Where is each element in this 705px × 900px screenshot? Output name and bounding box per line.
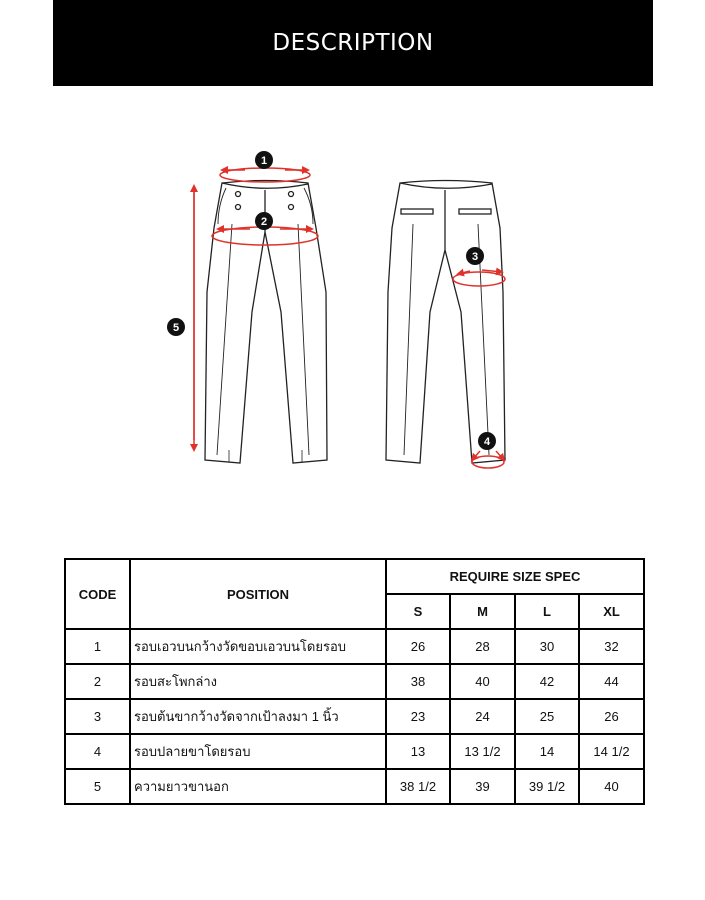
marker-3 [466, 247, 484, 265]
row-code: 3 [65, 699, 130, 734]
row-value-m: 24 [450, 699, 515, 734]
row-code: 5 [65, 769, 130, 804]
svg-text:3: 3 [471, 251, 479, 263]
row-code: 4 [65, 734, 130, 769]
row-value-s: 26 [386, 629, 450, 664]
marker-4 [478, 432, 496, 450]
row-value-l: 42 [515, 664, 579, 699]
size-spec-table [64, 558, 645, 805]
back-left-crease [404, 224, 413, 455]
row-code: 1 [65, 629, 130, 664]
front-left-pocket [218, 188, 226, 224]
front-waistband [222, 183, 308, 188]
back-pants-drawing [386, 181, 505, 464]
size-header-s: S [386, 594, 450, 629]
back-waistband [400, 183, 492, 188]
back-right-welt-pocket [459, 209, 491, 214]
position-header: POSITION [130, 559, 386, 629]
row-value-l: 39 1/2 [515, 769, 579, 804]
row-value-m: 28 [450, 629, 515, 664]
row-value-l: 14 [515, 734, 579, 769]
code-header: CODE [65, 559, 130, 629]
row-position: ความยาวขานอก [130, 769, 386, 804]
row-value-s: 38 1/2 [386, 769, 450, 804]
row-value-s: 23 [386, 699, 450, 734]
front-button-icon [289, 192, 294, 197]
table-row [65, 734, 644, 769]
row-code: 2 [65, 664, 130, 699]
row-value-s: 13 [386, 734, 450, 769]
row-value-m: 39 [450, 769, 515, 804]
svg-text:1: 1 [260, 155, 268, 167]
row-value-m: 13 1/2 [450, 734, 515, 769]
row-value-xl: 32 [579, 629, 644, 664]
front-left-crease [217, 224, 232, 455]
thigh-measure-line [453, 272, 505, 286]
size-header-m: M [450, 594, 515, 629]
front-button-icon [289, 205, 294, 210]
row-value-l: 25 [515, 699, 579, 734]
svg-text:4: 4 [483, 436, 491, 448]
table-row [65, 664, 644, 699]
row-value-l: 30 [515, 629, 579, 664]
svg-text:2: 2 [260, 216, 268, 228]
row-value-xl: 14 1/2 [579, 734, 644, 769]
row-position: รอบเอวบนกว้างวัดขอบเอวบนโดยรอบ [130, 629, 386, 664]
front-button-icon [236, 205, 241, 210]
row-position: รอบสะโพกล่าง [130, 664, 386, 699]
header-title: DESCRIPTION [272, 30, 434, 56]
row-value-xl: 26 [579, 699, 644, 734]
row-value-xl: 44 [579, 664, 644, 699]
size-spec-table-container [64, 558, 645, 805]
marker-2 [255, 212, 273, 230]
table-row [65, 769, 644, 804]
size-header-l: L [515, 594, 579, 629]
size-header-xl: XL [579, 594, 644, 629]
back-left-welt-pocket [401, 209, 433, 214]
svg-text:5: 5 [172, 322, 180, 334]
row-value-m: 40 [450, 664, 515, 699]
row-value-xl: 40 [579, 769, 644, 804]
front-right-crease [298, 224, 309, 455]
row-position: รอบปลายขาโดยรอบ [130, 734, 386, 769]
marker-1 [255, 151, 273, 169]
row-position: รอบต้นขากว้างวัดจากเป้าลงมา 1 นิ้ว [130, 699, 386, 734]
marker-5 [167, 318, 185, 336]
table-row [65, 699, 644, 734]
row-value-s: 38 [386, 664, 450, 699]
require-size-spec-header: REQUIRE SIZE SPEC [386, 559, 644, 594]
front-button-icon [236, 192, 241, 197]
table-row [65, 629, 644, 664]
